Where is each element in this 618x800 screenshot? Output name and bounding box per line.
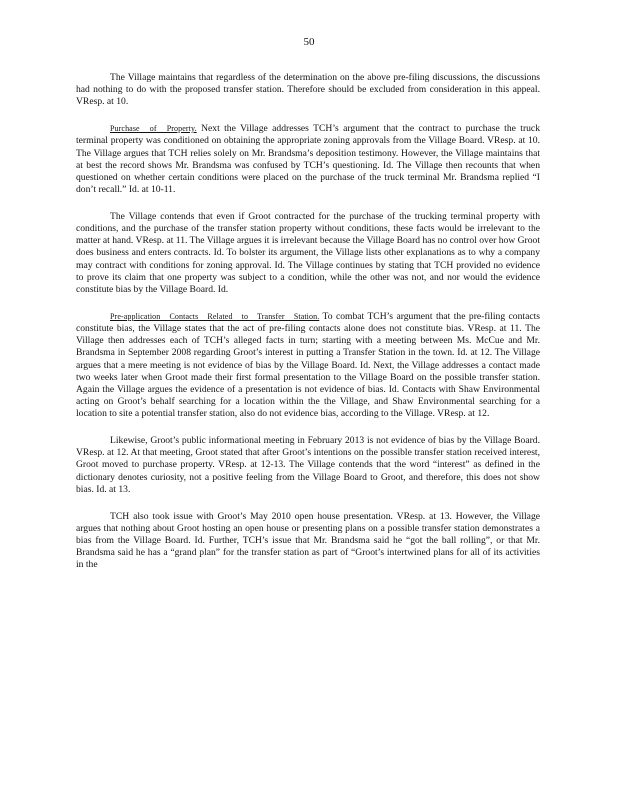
paragraph-text: TCH also took issue with Groot’s May 2010 open house presentation. VResp. at 13. However, the Village argues that nothing about Groot hosting an open house or presenting plans on a possible transfer station demonstrates a bias from the Village Board. Id. Further, TCH’s issue that Mr. Brandsma said he “got the ball rolling”, or that Mr. Brandsma said he has a “grand plan” for the transfer station as part of “Groot’s intertwined plans for all of its activities in the xyxy=(76,510,540,571)
document-body xyxy=(76,72,540,586)
paragraph-text: The Village maintains that regardless of the determination on the above pre-filing discussions, the discussions had nothing to do with the proposed transfer station. Therefore should be excluded from consideration in this appeal. VResp. at 10. xyxy=(76,72,540,108)
paragraph-5 xyxy=(76,435,540,496)
paragraph-text: The Village contends that even if Groot contracted for the purchase of the trucking terminal property with conditions, and the purchase of the transfer station property without conditions, these facts would be irrelevant to the matter at hand. VResp. at 11. The Village argues it is irrelevant because the Village Board has no control over how Groot does business and enters contracts. Id. To bolster its argument, the Village lists other explanations as to why a company may contract with conditions for zoning approval. Id. The Village continues by stating that TCH provided no evidence to prove its claim that one property was subject to a condition, while the other was not, and nor would the evidence constitute bias by the Village Board. Id. xyxy=(76,210,540,296)
paragraph-1 xyxy=(76,72,540,109)
paragraph-4 xyxy=(76,311,540,421)
paragraph-text: To combat TCH’s argument that the pre-filing contacts constitute bias, the Village states that the act of pre-filing contacts alone does not constitute bias. VResp. at 11. The Village then addresses each of TCH’s alleged facts in turn; starting with a meeting between Ms. McCue and Mr. Brandsma in September 2008 regarding Groot’s interest in putting a Transfer Station in the town. Id. at 12. The Village argues that a mere meeting is not evidence of bias by the Village Board. Id. Next, the Village addresses a contact made two weeks later when Groot made their first formal presentation to the Village Board on the possible transfer station. Again the Village argues the evidence of a presentation is not evidence of bias. Id. Contacts with Shaw Environmental acting on Groot’s behalf searching for a location within the the Village, and Shaw Environmental searching for a location to site a potential transfer station, also do not evidence bias, according to the Village. VResp. at 12. xyxy=(76,310,540,420)
section-heading-pre-application-contacts: Pre-application Contacts Related to Transfer Station. xyxy=(110,311,320,321)
paragraph-2 xyxy=(76,123,540,196)
section-heading-purchase-of-property: Purchase of Property. xyxy=(110,124,197,134)
paragraph-text: Likewise, Groot’s public informational meeting in February 2013 is not evidence of bias by the Village Board. VResp. at 12. At that meeting, Groot stated that after Groot’s intentions on the possible transfer station received interest, Groot moved to purchase property. VResp. at 12-13. The Village contends that the word “interest” as defined in the dictionary denotes curiosity, not a positive feeling from the Village Board to Groot, and therefore, this does not show bias. Id. at 13. xyxy=(76,435,540,495)
paragraph-3 xyxy=(76,211,540,296)
paragraph-text: Next the Village addresses TCH’s argument that the contract to purchase the truck terminal property was conditioned on obtaining the appropriate zoning approvals from the Village Board. VResp. at 10. The Village argues that TCH relies solely on Mr. Brandsma’s deposition testimony. However, the Village maintains that at best the record shows Mr. Brandsma was confused by TCH’s questioning. Id. The Village then recounts that when questioned on whether certain conditions were placed on the purchase of the truck terminal Mr. Brandsma replied “I don’t recall.” Id. at 10-11. xyxy=(76,123,540,196)
page-number: 50 xyxy=(303,36,315,48)
paragraph-6 xyxy=(76,511,540,572)
